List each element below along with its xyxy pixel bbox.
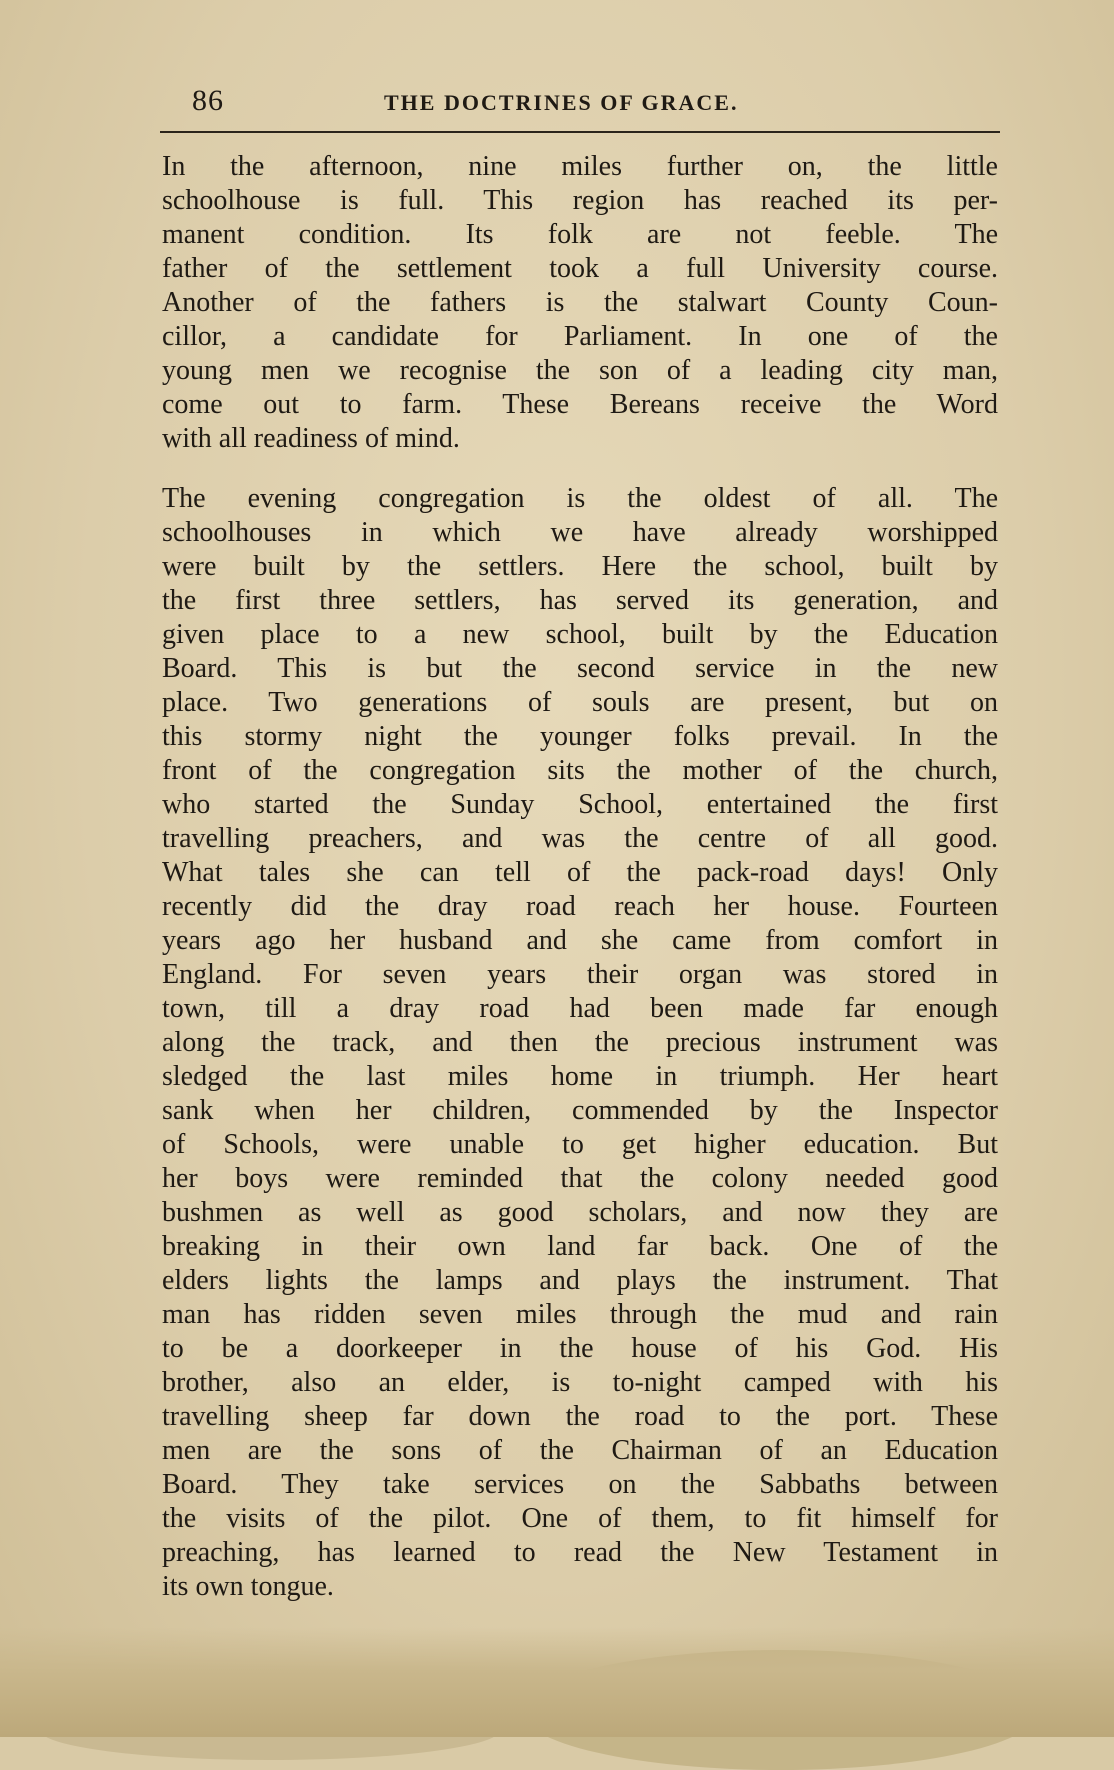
text-line: sank when her children, commended by the Inspector [162,1095,998,1126]
text-line: to be a doorkeeper in the house of his God. His [162,1333,998,1364]
text-line: with all readiness of mind. [162,423,460,454]
text-line: What tales she can tell of the pack-road days! Only [162,857,998,888]
body-text [162,150,998,1604]
text-line: breaking in their own land far back. One of the [162,1231,998,1262]
text-line: the first three settlers, has served its generation, and [162,585,998,616]
text-line: In the afternoon, nine miles further on, the little [162,151,998,182]
text-line: recently did the dray road reach her house. Fourteen [162,891,998,922]
text-line: of Schools, were unable to get higher education. But [162,1129,998,1160]
paragraph-evening [162,482,998,1604]
text-line: along the track, and then the precious instrument was [162,1027,998,1058]
paragraph-gap [162,456,998,482]
text-line: men are the sons of the Chairman of an Education [162,1435,998,1466]
text-line: who started the Sunday School, entertained the first [162,789,998,820]
text-line: her boys were reminded that the colony needed good [162,1163,998,1194]
text-line: come out to farm. These Bereans receive the Word [162,389,998,420]
text-line: sledged the last miles home in triumph. Her heart [162,1061,998,1092]
running-title: THE DOCTRINES OF GRACE. [384,90,739,115]
text-line: young men we recognise the son of a leading city man, [162,355,998,386]
text-line: this stormy night the younger folks prevail. In the [162,721,998,752]
text-line: preaching, has learned to read the New Testament in [162,1537,998,1568]
text-line: given place to a new school, built by the Education [162,619,998,650]
paper-discoloration [0,1627,1114,1737]
text-line: father of the settlement took a full University course. [162,253,998,284]
text-line: brother, also an elder, is to-night camped with his [162,1367,998,1398]
text-line: travelling sheep far down the road to the port. These [162,1401,998,1432]
text-line: Another of the fathers is the stalwart County Coun- [162,287,998,318]
text-line: were built by the settlers. Here the school, built by [162,551,998,582]
header-rule [160,131,1000,133]
page-header [160,84,1000,124]
text-line: years ago her husband and she came from comfort in [162,925,998,956]
text-line: cillor, a candidate for Parliament. In one of the [162,321,998,352]
text-line: Board. This is but the second service in the new [162,653,998,684]
paragraph-afternoon [162,150,998,456]
text-line: front of the congregation sits the mother of the church, [162,755,998,786]
text-line: The evening congregation is the oldest of all. The [162,483,998,514]
text-line: schoolhouse is full. This region has reached its per- [162,185,998,216]
text-line: Board. They take services on the Sabbaths between [162,1469,998,1500]
page-number: 86 [192,84,224,117]
text-line: schoolhouses in which we have already worshipped [162,517,998,548]
text-line: travelling preachers, and was the centre of all good. [162,823,998,854]
text-line: bushmen as well as good scholars, and now they are [162,1197,998,1228]
text-line: its own tongue. [162,1571,334,1602]
text-line: elders lights the lamps and plays the instrument. That [162,1265,998,1296]
text-line: England. For seven years their organ was stored in [162,959,998,990]
text-line: man has ridden seven miles through the mud and rain [162,1299,998,1330]
text-line: manent condition. Its folk are not feeble. The [162,219,998,250]
text-line: town, till a dray road had been made far enough [162,993,998,1024]
text-line: place. Two generations of souls are present, but on [162,687,998,718]
text-line: the visits of the pilot. One of them, to fit himself for [162,1503,998,1534]
